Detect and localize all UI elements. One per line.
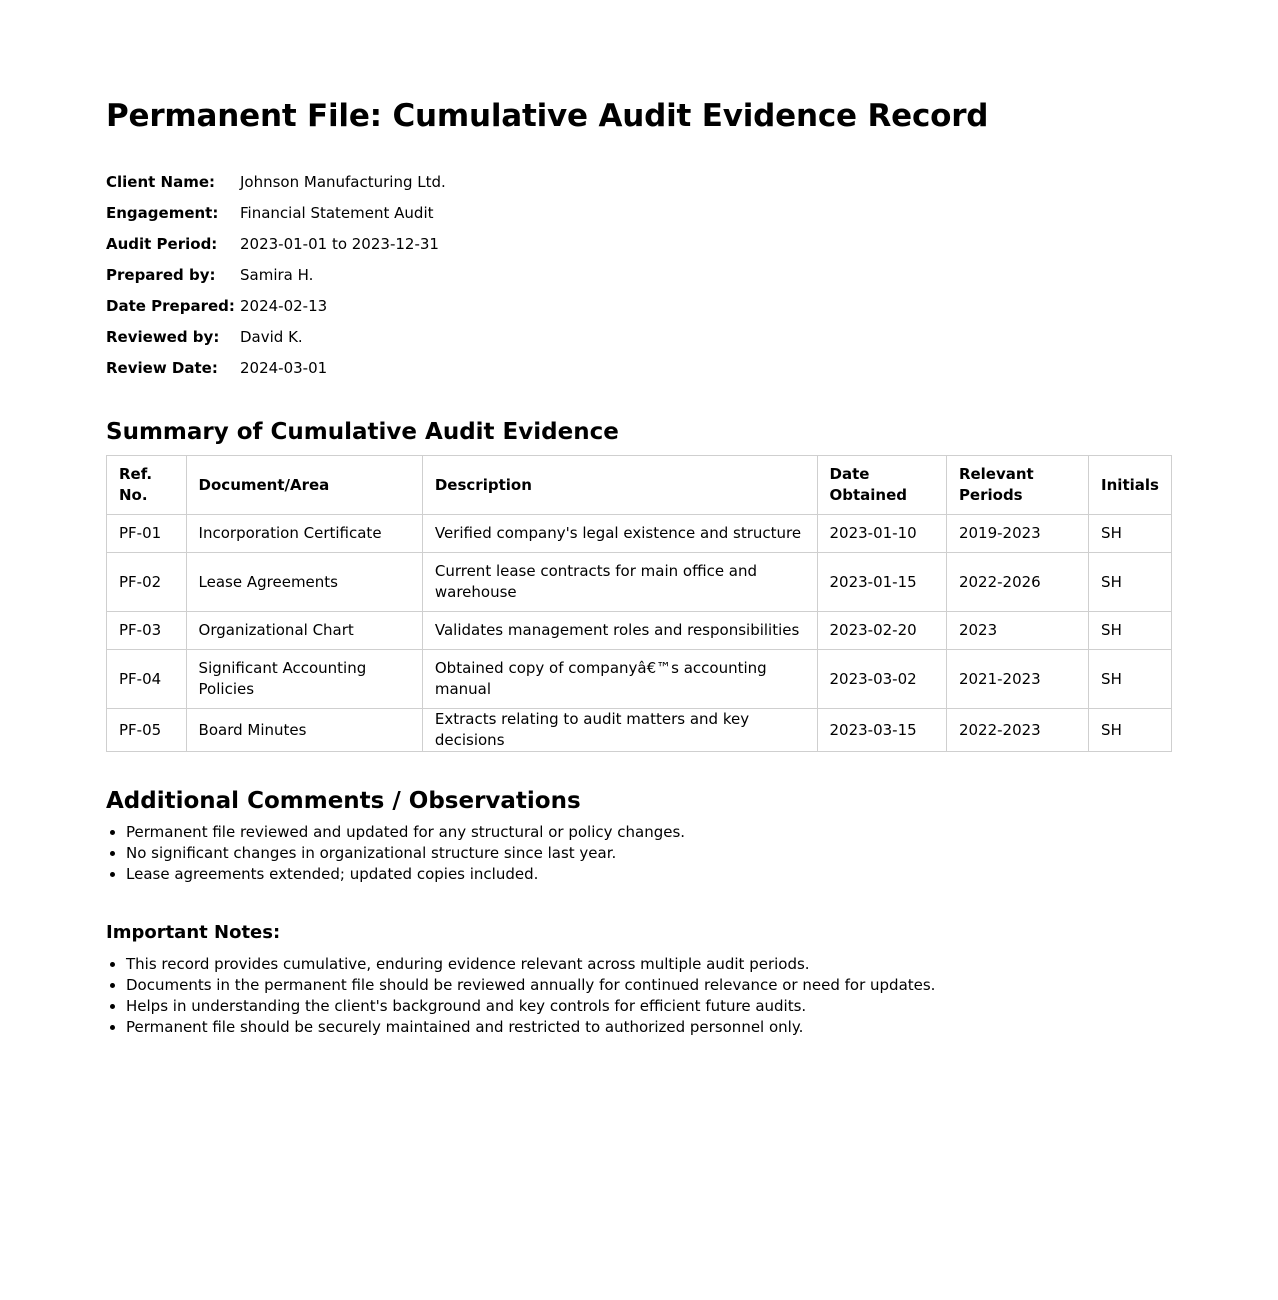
list-item: • No significant changes in organizational structure since last year.	[126, 843, 1172, 864]
list-item: • Documents in the permanent file should be reviewed annually for continued relevance or need for updates.	[126, 975, 1172, 996]
table-cell: 2023	[946, 612, 1088, 650]
meta-value: Financial Statement Audit	[240, 203, 434, 222]
table-cell: Validates management roles and responsibilities	[422, 612, 817, 650]
meta-row-client	[106, 166, 446, 197]
meta-row-review-date	[106, 352, 446, 383]
table-cell: PF-03	[107, 612, 187, 650]
meta-label: Prepared by:	[106, 265, 216, 284]
table-row	[107, 612, 1172, 650]
table-cell: SH	[1089, 515, 1172, 553]
table-cell: 2022-2023	[946, 709, 1088, 752]
table-cell: PF-02	[107, 553, 187, 612]
table-cell: Board Minutes	[186, 709, 422, 752]
table-cell: PF-05	[107, 709, 187, 752]
table-cell: SH	[1089, 612, 1172, 650]
evidence-table	[106, 455, 1172, 752]
table-cell: 2023-01-15	[817, 553, 946, 612]
table-header-row	[107, 456, 1172, 515]
column-header: Document/Area	[186, 456, 422, 515]
table-cell: Significant Accounting Policies	[186, 650, 422, 709]
table-cell: PF-01	[107, 515, 187, 553]
table-cell: 2023-03-02	[817, 650, 946, 709]
table-row	[107, 650, 1172, 709]
column-header: Ref. No.	[107, 456, 187, 515]
table-row	[107, 515, 1172, 553]
list-item: • Lease agreements extended; updated copies included.	[126, 864, 1172, 885]
column-header: Date Obtained	[817, 456, 946, 515]
table-cell: 2021-2023	[946, 650, 1088, 709]
table-cell: SH	[1089, 709, 1172, 752]
meta-value: 2023-01-01 to 2023-12-31	[240, 234, 439, 253]
summary-heading: Summary of Cumulative Audit Evidence	[106, 419, 619, 445]
meta-row-reviewed-by	[106, 321, 446, 352]
meta-value: 2024-02-13	[240, 296, 328, 315]
meta-value: Samira H.	[240, 265, 314, 284]
engagement-details	[106, 166, 446, 383]
table-cell: 2023-02-20	[817, 612, 946, 650]
notes-list	[106, 954, 1172, 1038]
column-header: Initials	[1089, 456, 1172, 515]
meta-label: Engagement:	[106, 203, 219, 222]
table-cell: Verified company's legal existence and structure	[422, 515, 817, 553]
table-cell: Incorporation Certificate	[186, 515, 422, 553]
meta-label: Review Date:	[106, 358, 218, 377]
notes-heading: Important Notes:	[106, 922, 281, 943]
meta-value: David K.	[240, 327, 303, 346]
page-title: Permanent File: Cumulative Audit Evidence Record	[106, 98, 989, 134]
table-cell: SH	[1089, 553, 1172, 612]
list-item: • Helps in understanding the client's background and key controls for efficient future audits.	[126, 996, 1172, 1017]
column-header: Description	[422, 456, 817, 515]
list-item: • This record provides cumulative, enduring evidence relevant across multiple audit periods.	[126, 954, 1172, 975]
table-cell: Organizational Chart	[186, 612, 422, 650]
meta-row-date-prepared	[106, 290, 446, 321]
table-cell: PF-04	[107, 650, 187, 709]
meta-row-audit-period	[106, 228, 446, 259]
meta-value: 2024-03-01	[240, 358, 328, 377]
table-cell: 2022-2026	[946, 553, 1088, 612]
meta-value: Johnson Manufacturing Ltd.	[240, 172, 446, 191]
comments-list	[106, 822, 1172, 885]
table-cell: Current lease contracts for main office and warehouse	[422, 553, 817, 612]
table-row	[107, 709, 1172, 752]
column-header: Relevant Periods	[946, 456, 1088, 515]
meta-row-engagement	[106, 197, 446, 228]
list-item: • Permanent file should be securely maintained and restricted to authorized personnel only.	[126, 1017, 1172, 1038]
meta-label: Reviewed by:	[106, 327, 220, 346]
table-cell: Obtained copy of companyâ€™s accounting manual	[422, 650, 817, 709]
table-cell: 2023-01-10	[817, 515, 946, 553]
meta-row-prepared-by	[106, 259, 446, 290]
comments-heading: Additional Comments / Observations	[106, 788, 581, 814]
meta-label: Client Name:	[106, 172, 216, 191]
table-row	[107, 553, 1172, 612]
table-cell: 2019-2023	[946, 515, 1088, 553]
table-cell: Lease Agreements	[186, 553, 422, 612]
list-item: • Permanent file reviewed and updated for any structural or policy changes.	[126, 822, 1172, 843]
table-cell: SH	[1089, 650, 1172, 709]
meta-label: Date Prepared:	[106, 296, 235, 315]
meta-label: Audit Period:	[106, 234, 218, 253]
table-cell: 2023-03-15	[817, 709, 946, 752]
table-cell: Extracts relating to audit matters and key decisions	[422, 709, 817, 752]
